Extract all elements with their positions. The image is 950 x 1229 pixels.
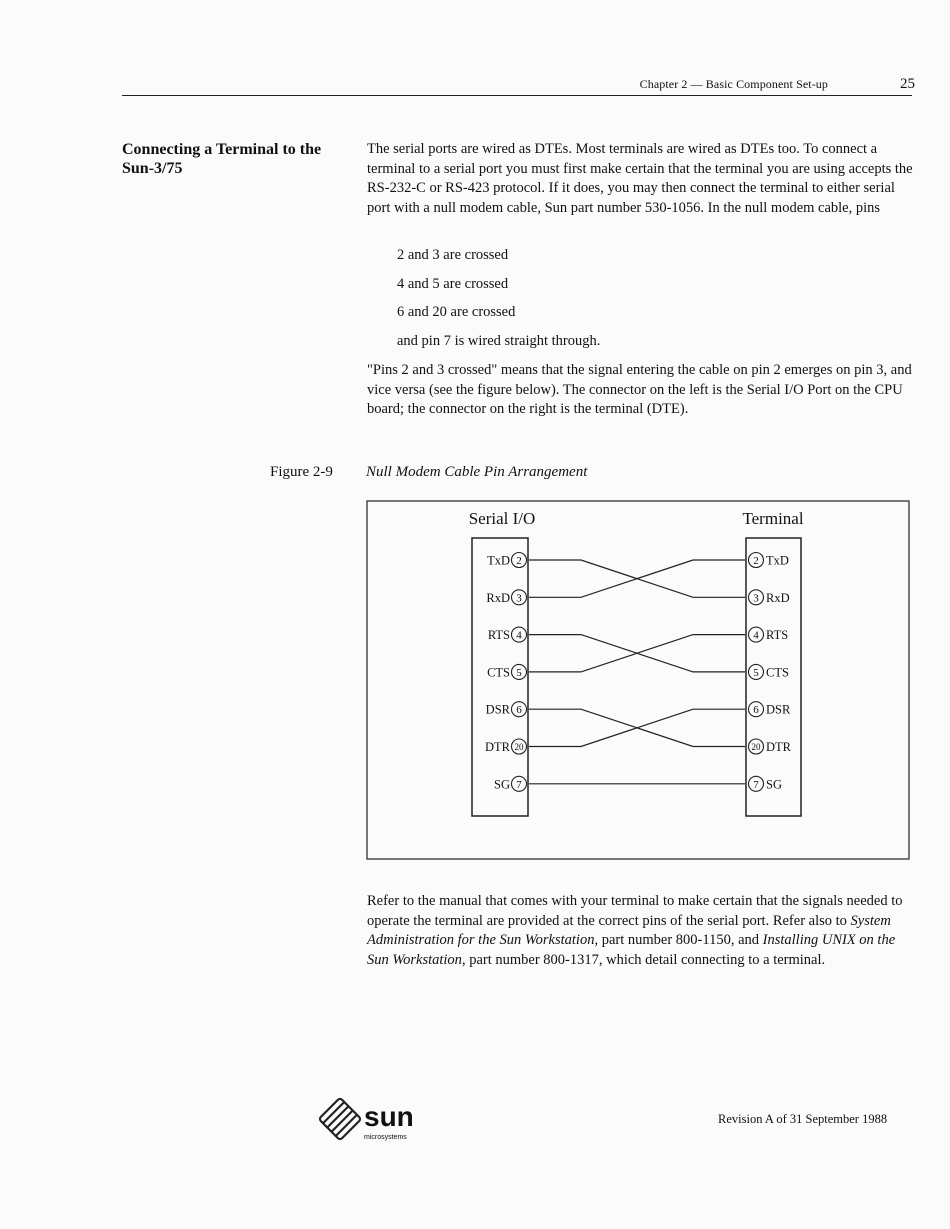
pin-label: RxD <box>766 590 790 605</box>
left-pin-group <box>485 553 527 792</box>
pin-number: 3 <box>516 592 522 605</box>
pin-label: CTS <box>766 665 789 680</box>
pin-label: RTS <box>766 628 789 643</box>
pin-number: 6 <box>516 704 522 717</box>
reference-text: , part number 800-1150, and <box>594 932 763 948</box>
explanation-paragraph: "Pins 2 and 3 crossed" means that the signal entering the cable on pin 2 emerges on pin 3, and vice versa (see the figure below). The connector on the left is the Serial I/O Port on the CPU board; the connector on the right is the terminal (DTE). <box>367 362 912 417</box>
manual-reference-2: Installing UNIX on the Sun Workstation <box>367 932 896 968</box>
right-pin-group <box>749 553 792 792</box>
pin-label: DSR <box>766 702 791 717</box>
sun-subtitle: microsystems <box>364 1134 407 1141</box>
pin-label: TxD <box>487 553 510 568</box>
pin-number: 4 <box>753 629 759 642</box>
pin-label: DTR <box>766 740 791 754</box>
pin-list-item: 6 and 20 are crossed <box>397 304 516 320</box>
pin-number: 2 <box>516 555 522 567</box>
pin-list-item: 2 and 3 are crossed <box>397 247 509 263</box>
pin-label: SG <box>766 777 782 792</box>
wire-group <box>529 560 745 784</box>
figure-frame <box>367 501 909 859</box>
header-rule <box>122 95 912 96</box>
serial-io-label: Serial I/O <box>468 509 536 528</box>
null-modem-diagram <box>366 500 911 860</box>
terminal-label: Terminal <box>742 509 804 528</box>
wire-line <box>529 560 745 597</box>
figure-title: Null Modem Cable Pin Arrangement <box>366 464 588 480</box>
manual-reference-1: System Administration for the Sun Workstation <box>367 912 891 948</box>
pin-label: TxD <box>766 553 789 568</box>
pin-list <box>397 246 600 360</box>
section-heading: Connecting a Terminal to the Sun-3/75 <box>122 141 322 177</box>
pin-list-item: and pin 7 is wired straight through. <box>397 332 601 349</box>
figure-number: Figure 2-9 <box>270 464 333 480</box>
pin-number: 5 <box>516 666 522 679</box>
sun-logo <box>318 1095 458 1145</box>
pin-number: 20 <box>751 742 761 752</box>
pin-number: 7 <box>516 778 522 791</box>
pin-label: DTR <box>485 740 510 754</box>
pin-number: 20 <box>514 742 524 752</box>
pin-label: RxD <box>486 590 510 605</box>
reference-text: Refer to the manual that comes with your terminal to make certain that the signals needed to operate the terminal are provided at the correct pins of the serial port. Refer also to <box>367 893 903 929</box>
pin-number: 5 <box>753 666 759 679</box>
page-number: 25 <box>900 76 915 92</box>
pin-number: 2 <box>753 555 759 567</box>
pin-list-item: 4 and 5 are crossed <box>397 275 509 292</box>
pin-label: DSR <box>485 702 510 717</box>
pin-number: 3 <box>753 592 759 605</box>
wire-line <box>529 709 745 746</box>
pin-label: CTS <box>487 665 510 680</box>
reference-paragraph <box>367 892 915 970</box>
wire-line <box>529 635 745 672</box>
pin-number: 7 <box>753 778 759 791</box>
chapter-header: Chapter 2 — Basic Component Set-up <box>639 77 828 91</box>
sun-logo-mark-icon <box>319 1098 361 1140</box>
reference-text: , part number 800-1317, which detail connecting to a terminal. <box>461 951 826 968</box>
pin-label: RTS <box>487 628 510 643</box>
pin-number: 6 <box>753 704 759 717</box>
intro-paragraph: The serial ports are wired as DTEs. Most terminals are wired as DTEs too. To connect a terminal to a serial port you must first make certain that the terminal you are using accepts the RS-232-C or RS-423 protocol. If it does, you may then connect the terminal to either serial port with a null modem cable, Sun part number 530-1056. In the null modem cable, pins <box>367 141 913 216</box>
revision-note: Revision A of 31 September 1988 <box>718 1112 888 1126</box>
pin-number: 4 <box>516 629 522 642</box>
sun-wordmark: sun <box>364 1101 414 1132</box>
pin-label: SG <box>494 777 510 792</box>
